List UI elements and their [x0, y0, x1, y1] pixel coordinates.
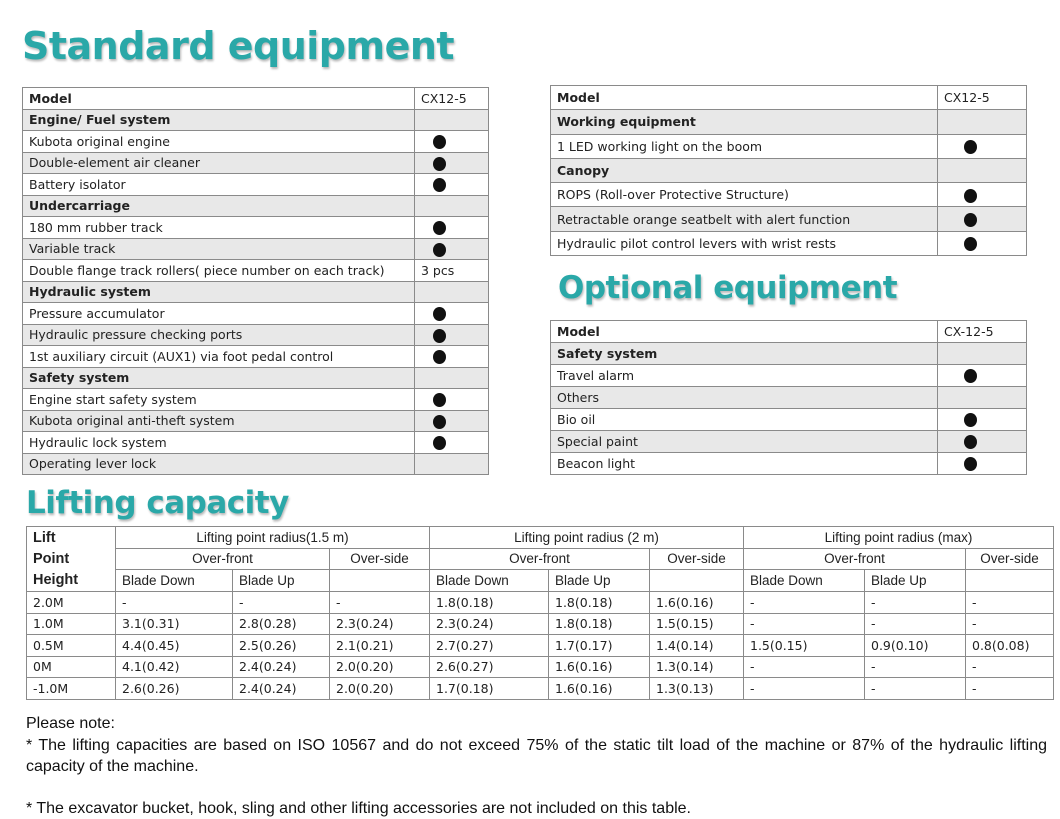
equipment-row [23, 152, 489, 174]
lift-value-cell: - [865, 656, 966, 678]
empty-cell [415, 109, 489, 131]
model-value: CX12-5 [938, 86, 1027, 110]
blade-up-header: Blade Up [549, 570, 650, 592]
equipment-label: Retractable orange seatbelt with alert function [551, 207, 938, 231]
empty-cell [415, 281, 489, 303]
equipment-row [551, 409, 1027, 431]
standard-dot-cell [415, 152, 489, 174]
lift-value-cell: 4.1(0.42) [116, 656, 233, 678]
empty-cell [938, 110, 1027, 134]
section-label: Engine/ Fuel system [23, 109, 415, 131]
lift-value-cell: - [330, 592, 430, 614]
filled-circle-icon [433, 329, 446, 343]
filled-circle-icon [433, 135, 446, 149]
equipment-row [23, 131, 489, 153]
empty-cell [415, 195, 489, 217]
lift-value-cell: 1.6(0.16) [549, 656, 650, 678]
section-label: Canopy [551, 158, 938, 182]
equipment-label: Special paint [551, 431, 938, 453]
blade-empty-header [650, 570, 744, 592]
filled-circle-icon [964, 369, 977, 383]
standard-dot-cell [938, 409, 1027, 431]
over-side-header: Over-side [966, 548, 1054, 570]
filled-circle-icon [433, 350, 446, 364]
equipment-value: 3 pcs [415, 260, 489, 282]
lift-value-cell: - [744, 656, 865, 678]
lift-value-cell: 0.8(0.08) [966, 635, 1054, 657]
lift-header-row-blade [27, 570, 1054, 592]
working-equipment-table [550, 85, 1027, 256]
lift-value-cell: 2.4(0.24) [233, 678, 330, 700]
optional-equipment-heading: Optional equipment [558, 270, 898, 306]
lift-value-cell: - [116, 592, 233, 614]
filled-circle-icon [964, 237, 977, 251]
section-row [23, 281, 489, 303]
equipment-label: Double flange track rollers( piece number on each track) [23, 260, 415, 282]
filled-circle-icon [964, 213, 977, 227]
lift-value-cell: 0.9(0.10) [865, 635, 966, 657]
standard-dot-cell [938, 365, 1027, 387]
standard-dot-cell [415, 410, 489, 432]
section-row [551, 110, 1027, 134]
equipment-label: Hydraulic pressure checking ports [23, 324, 415, 346]
standard-dot-cell [415, 174, 489, 196]
lift-value-cell: - [233, 592, 330, 614]
blade-down-header: Blade Down [744, 570, 865, 592]
equipment-label: Engine start safety system [23, 389, 415, 411]
filled-circle-icon [433, 436, 446, 450]
standard-dot-cell [415, 303, 489, 325]
section-row [23, 109, 489, 131]
lift-value-cell: 1.8(0.18) [549, 613, 650, 635]
equipment-label: Variable track [23, 238, 415, 260]
equipment-label: Others [551, 387, 938, 409]
filled-circle-icon [433, 243, 446, 257]
lift-point-height-header [27, 527, 116, 592]
note-item: * The excavator bucket, hook, sling and other lifting accessories are not included on this table. [26, 799, 691, 817]
empty-cell [415, 453, 489, 475]
lift-height-cell: 1.0M [27, 613, 116, 635]
equipment-label: Pressure accumulator [23, 303, 415, 325]
stub-line: Height [33, 572, 79, 588]
lift-height-cell: 2.0M [27, 592, 116, 614]
equipment-row [551, 183, 1027, 207]
equipment-label: Operating lever lock [23, 453, 415, 475]
standard-dot-cell [938, 231, 1027, 255]
lift-value-cell: 1.6(0.16) [549, 678, 650, 700]
model-value: CX-12-5 [938, 321, 1027, 343]
standard-dot-cell [415, 217, 489, 239]
equipment-label: Battery isolator [23, 174, 415, 196]
lift-value-cell: - [865, 592, 966, 614]
filled-circle-icon [433, 415, 446, 429]
lift-value-cell: - [966, 613, 1054, 635]
equipment-label: 180 mm rubber track [23, 217, 415, 239]
lift-data-row [27, 678, 1054, 700]
model-row [551, 321, 1027, 343]
equipment-row [23, 346, 489, 368]
empty-cell [938, 158, 1027, 182]
lift-value-cell: 2.0(0.20) [330, 656, 430, 678]
lift-value-cell: - [865, 613, 966, 635]
equipment-label: Kubota original anti-theft system [23, 410, 415, 432]
model-row [23, 88, 489, 110]
equipment-label: ROPS (Roll-over Protective Structure) [551, 183, 938, 207]
lift-value-cell: 1.7(0.17) [549, 635, 650, 657]
lift-value-cell: - [744, 678, 865, 700]
note-item: * The lifting capacities are based on ISO 10567 and do not exceed 75% of the static tilt load of the machine or 87% of the hydraulic lifting capacity of the machine. [26, 736, 1047, 775]
lift-value-cell: - [966, 678, 1054, 700]
standard-dot-cell [938, 453, 1027, 475]
blade-empty-header [966, 570, 1054, 592]
equipment-row [23, 453, 489, 475]
standard-dot-cell [415, 389, 489, 411]
lift-data-row [27, 592, 1054, 614]
lift-value-cell: 2.1(0.21) [330, 635, 430, 657]
filled-circle-icon [433, 157, 446, 171]
lift-value-cell: 2.3(0.24) [330, 613, 430, 635]
over-front-header: Over-front [430, 548, 650, 570]
standard-dot-cell [415, 238, 489, 260]
empty-cell [415, 367, 489, 389]
equipment-row [551, 453, 1027, 475]
lift-header-row-radius [27, 527, 1054, 549]
model-row [551, 86, 1027, 110]
lift-height-cell: -1.0M [27, 678, 116, 700]
lift-data-row [27, 613, 1054, 635]
blade-down-header: Blade Down [116, 570, 233, 592]
equipment-row [551, 365, 1027, 387]
equipment-row [23, 432, 489, 454]
lift-height-cell: 0M [27, 656, 116, 678]
standard-equipment-table [22, 87, 489, 475]
model-value: CX12-5 [415, 88, 489, 110]
over-front-header: Over-front [116, 548, 330, 570]
radius-header-2m: Lifting point radius (2 m) [430, 527, 744, 549]
equipment-label: 1 LED working light on the boom [551, 134, 938, 158]
lift-value-cell: 2.6(0.26) [116, 678, 233, 700]
blade-empty-header [330, 570, 430, 592]
standard-dot-cell [415, 346, 489, 368]
lift-value-cell: 1.4(0.14) [650, 635, 744, 657]
model-label: Model [551, 86, 938, 110]
equipment-label: Kubota original engine [23, 131, 415, 153]
lift-height-cell: 0.5M [27, 635, 116, 657]
standard-dot-cell [415, 324, 489, 346]
notes-block [26, 713, 1047, 819]
blade-up-header: Blade Up [865, 570, 966, 592]
over-side-header: Over-side [330, 548, 430, 570]
section-row [551, 343, 1027, 365]
filled-circle-icon [964, 435, 977, 449]
section-row [23, 195, 489, 217]
lift-data-row [27, 635, 1054, 657]
lift-value-cell: 2.0(0.20) [330, 678, 430, 700]
blade-up-header: Blade Up [233, 570, 330, 592]
lift-data-row [27, 656, 1054, 678]
filled-circle-icon [964, 189, 977, 203]
over-side-header: Over-side [650, 548, 744, 570]
lift-value-cell: - [966, 656, 1054, 678]
filled-circle-icon [964, 140, 977, 154]
lift-value-cell: 2.7(0.27) [430, 635, 549, 657]
section-label: Hydraulic system [23, 281, 415, 303]
lift-value-cell: 1.3(0.14) [650, 656, 744, 678]
equipment-label: Double-element air cleaner [23, 152, 415, 174]
filled-circle-icon [433, 307, 446, 321]
empty-cell [938, 387, 1027, 409]
equipment-label: Travel alarm [551, 365, 938, 387]
lift-value-cell: - [966, 592, 1054, 614]
radius-header-1-5m: Lifting point radius(1.5 m) [116, 527, 430, 549]
equipment-row [551, 134, 1027, 158]
equipment-label: Beacon light [551, 453, 938, 475]
blade-down-header: Blade Down [430, 570, 549, 592]
equipment-row [23, 410, 489, 432]
standard-dot-cell [415, 432, 489, 454]
equipment-row [23, 217, 489, 239]
optional-equipment-table [550, 320, 1027, 475]
lifting-capacity-table [26, 526, 1054, 700]
equipment-row [551, 207, 1027, 231]
section-label: Undercarriage [23, 195, 415, 217]
lift-value-cell: 1.5(0.15) [744, 635, 865, 657]
lift-value-cell: 2.8(0.28) [233, 613, 330, 635]
lift-value-cell: 1.3(0.13) [650, 678, 744, 700]
equipment-row [551, 431, 1027, 453]
lift-value-cell: 2.3(0.24) [430, 613, 549, 635]
equipment-row [551, 387, 1027, 409]
lift-value-cell: 1.5(0.15) [650, 613, 744, 635]
standard-dot-cell [938, 207, 1027, 231]
model-label: Model [23, 88, 415, 110]
section-label: Safety system [551, 343, 938, 365]
standard-dot-cell [938, 183, 1027, 207]
equipment-label: Bio oil [551, 409, 938, 431]
equipment-row [23, 303, 489, 325]
lifting-capacity-heading: Lifting capacity [26, 485, 289, 521]
section-row [551, 158, 1027, 182]
lift-value-cell: 1.7(0.18) [430, 678, 549, 700]
filled-circle-icon [433, 393, 446, 407]
filled-circle-icon [964, 413, 977, 427]
lift-value-cell: 1.8(0.18) [430, 592, 549, 614]
lift-value-cell: 2.6(0.27) [430, 656, 549, 678]
lift-value-cell: - [744, 592, 865, 614]
section-row [23, 367, 489, 389]
lift-value-cell: 1.6(0.16) [650, 592, 744, 614]
section-label: Working equipment [551, 110, 938, 134]
lift-value-cell: 2.5(0.26) [233, 635, 330, 657]
stub-line: Lift [33, 530, 56, 546]
lift-value-cell: 4.4(0.45) [116, 635, 233, 657]
section-label: Safety system [23, 367, 415, 389]
equipment-row [23, 260, 489, 282]
equipment-label: Hydraulic lock system [23, 432, 415, 454]
filled-circle-icon [964, 457, 977, 471]
standard-dot-cell [415, 131, 489, 153]
stub-line: Point [33, 551, 70, 567]
equipment-row [23, 174, 489, 196]
equipment-label: 1st auxiliary circuit (AUX1) via foot pedal control [23, 346, 415, 368]
equipment-row [23, 324, 489, 346]
filled-circle-icon [433, 178, 446, 192]
lift-value-cell: - [865, 678, 966, 700]
standard-equipment-heading: Standard equipment [22, 24, 455, 68]
lift-value-cell: 1.8(0.18) [549, 592, 650, 614]
notes-title: Please note: [26, 715, 115, 732]
lift-value-cell: 2.4(0.24) [233, 656, 330, 678]
model-label: Model [551, 321, 938, 343]
lift-header-row-direction [27, 548, 1054, 570]
equipment-row [23, 238, 489, 260]
over-front-header: Over-front [744, 548, 966, 570]
lift-value-cell: - [744, 613, 865, 635]
standard-dot-cell [938, 134, 1027, 158]
equipment-row [23, 389, 489, 411]
equipment-label: Hydraulic pilot control levers with wrist rests [551, 231, 938, 255]
empty-cell [938, 343, 1027, 365]
filled-circle-icon [433, 221, 446, 235]
lift-value-cell: 3.1(0.31) [116, 613, 233, 635]
radius-header-max: Lifting point radius (max) [744, 527, 1054, 549]
equipment-row [551, 231, 1027, 255]
standard-dot-cell [938, 431, 1027, 453]
